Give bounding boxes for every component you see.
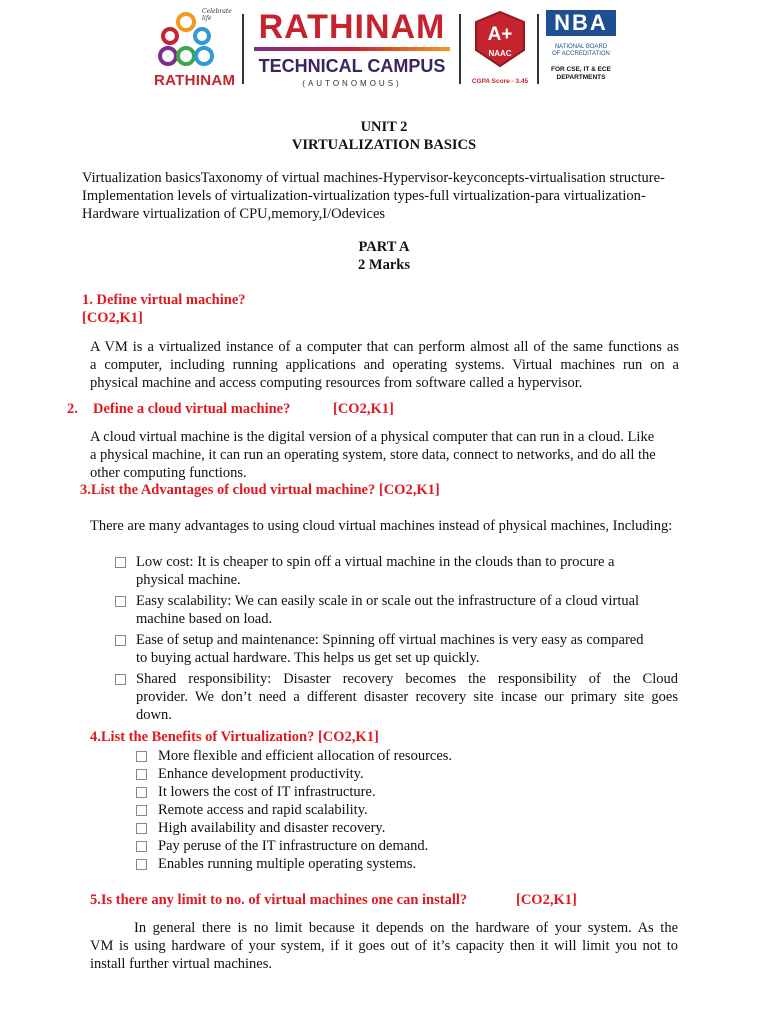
- naac-cgpa: CGPA Score - 3.45: [471, 78, 529, 85]
- answer-line: a computer, including running applications and operating systems. Virtual machines run on a: [90, 357, 679, 373]
- checkbox-bullet-icon: [136, 766, 147, 784]
- checkbox-bullet-icon: [136, 820, 147, 838]
- question-2-number: 2.: [67, 401, 78, 417]
- checkbox-bullet-icon: [115, 632, 126, 650]
- list-item-text: Pay peruse of the IT infrastructure on demand.: [158, 838, 429, 854]
- rathinam-logo: [150, 8, 235, 92]
- header-divider: [242, 14, 244, 84]
- nba-badge: [541, 8, 621, 92]
- answer-line: A cloud virtual machine is the digital version of a physical computer that can run in a cloud. Like: [90, 429, 655, 445]
- list-item-text: to buying actual hardware. This helps us get set up quickly.: [136, 650, 480, 666]
- list-item-text: Easy scalability: We can easily scale in or scale out the infrastructure of a cloud virtual: [136, 593, 640, 609]
- list-item-text: Ease of setup and maintenance: Spinning off virtual machines is very easy as compared: [136, 632, 644, 648]
- list-item-text: down.: [136, 707, 172, 723]
- question-2-co: [CO2,K1]: [333, 401, 394, 417]
- checkbox-bullet-icon: [136, 856, 147, 874]
- logo-tagline: Celebrate life: [202, 8, 232, 22]
- campus-subtitle: TECHNICAL CAMPUS: [258, 56, 446, 76]
- part-heading: PART A: [358, 239, 410, 255]
- marks-heading: 2 Marks: [358, 257, 410, 273]
- question-2-title: Define a cloud virtual machine?: [93, 401, 291, 417]
- campus-title-block: [248, 8, 456, 92]
- campus-color-bar: [254, 47, 450, 51]
- list-item-text: physical machine.: [136, 572, 241, 588]
- list-item-text: Low cost: It is cheaper to spin off a virtual machine in the clouds than to procure a: [136, 554, 615, 570]
- logo-wordmark: RATHINAM: [154, 72, 236, 89]
- syllabus-line: Implementation levels of virtualization-virtualization types-full virtualization-para virtualization-: [82, 188, 646, 204]
- checkbox-bullet-icon: [136, 802, 147, 820]
- unit-number: UNIT 2: [360, 119, 408, 135]
- question-4-title: 4.List the Benefits of Virtualization? [CO2,K1]: [90, 729, 379, 745]
- page-header: [0, 0, 768, 100]
- header-divider: [537, 14, 539, 84]
- answer-line: a physical machine, it can run an operating system, store data, connect to networks, and do all the: [90, 447, 656, 463]
- naac-name: NAAC: [488, 49, 512, 58]
- answer-line: install further virtual machines.: [90, 956, 273, 972]
- question-5-co: [CO2,K1]: [516, 892, 577, 908]
- syllabus-line: Virtualization basicsTaxonomy of virtual machines-Hypervisor-keyconcepts-virtualisation structure-: [82, 170, 665, 186]
- question-5-title: 5.Is there any limit to no. of virtual machines one can install?: [90, 892, 468, 908]
- list-item-text: Enhance development productivity.: [158, 766, 364, 782]
- question-1-title: 1. Define virtual machine?: [82, 292, 246, 308]
- nba-line: OF ACCREDITATION: [552, 51, 610, 57]
- checkbox-bullet-icon: [115, 593, 126, 611]
- unit-title: VIRTUALIZATION BASICS: [291, 137, 477, 153]
- checkbox-bullet-icon: [115, 671, 126, 689]
- question-1-co: [CO2,K1]: [82, 310, 143, 326]
- naac-badge: [465, 8, 535, 92]
- answer-line: physical machine and access computing resources from software called a hypervisor.: [90, 375, 583, 391]
- nba-logo: NBA: [546, 10, 616, 36]
- list-item-text: Enables running multiple operating systems.: [158, 856, 417, 872]
- answer-line: VM is using hardware of your system, if it goes out of it’s capacity then it will limit you not to: [90, 938, 678, 954]
- list-item-text: provider. We don’t need a different disaster recovery site incase our primary site goes: [136, 689, 678, 705]
- list-item-text: Shared responsibility: Disaster recovery becomes the responsibility of the Cloud: [136, 671, 678, 687]
- checkbox-bullet-icon: [115, 554, 126, 572]
- list-item-text: High availability and disaster recovery.: [158, 820, 386, 836]
- nba-dept: FOR CSE, IT & ECE: [551, 66, 611, 73]
- campus-autonomous: (AUTONOMOUS): [302, 79, 402, 88]
- header-divider: [459, 14, 461, 84]
- question-3-title: 3.List the Advantages of cloud virtual machine? [CO2,K1]: [80, 482, 440, 498]
- syllabus-line: Hardware virtualization of CPU,memory,I/Odevices: [82, 206, 386, 222]
- checkbox-bullet-icon: [136, 838, 147, 856]
- campus-name: RATHINAM: [258, 8, 446, 46]
- checkbox-bullet-icon: [136, 784, 147, 802]
- answer-line: In general there is no limit because it depends on the hardware of your system. As the: [134, 920, 678, 936]
- question-3-intro: There are many advantages to using cloud virtual machines instead of physical machines, Including:: [90, 518, 673, 534]
- answer-line: A VM is a virtualized instance of a computer that can perform almost all of the same functions as: [90, 339, 679, 355]
- naac-grade: A+: [487, 24, 513, 45]
- answer-line: other computing functions.: [90, 465, 247, 481]
- checkbox-bullet-icon: [136, 748, 147, 766]
- nba-line: NATIONAL BOARD: [554, 44, 608, 50]
- list-item-text: Remote access and rapid scalability.: [158, 802, 368, 818]
- list-item-text: It lowers the cost of IT infrastructure.: [158, 784, 376, 800]
- list-item-text: More flexible and efficient allocation of resources.: [158, 748, 453, 764]
- nba-dept: DEPARTMENTS: [556, 74, 606, 81]
- list-item-text: machine based on load.: [136, 611, 273, 627]
